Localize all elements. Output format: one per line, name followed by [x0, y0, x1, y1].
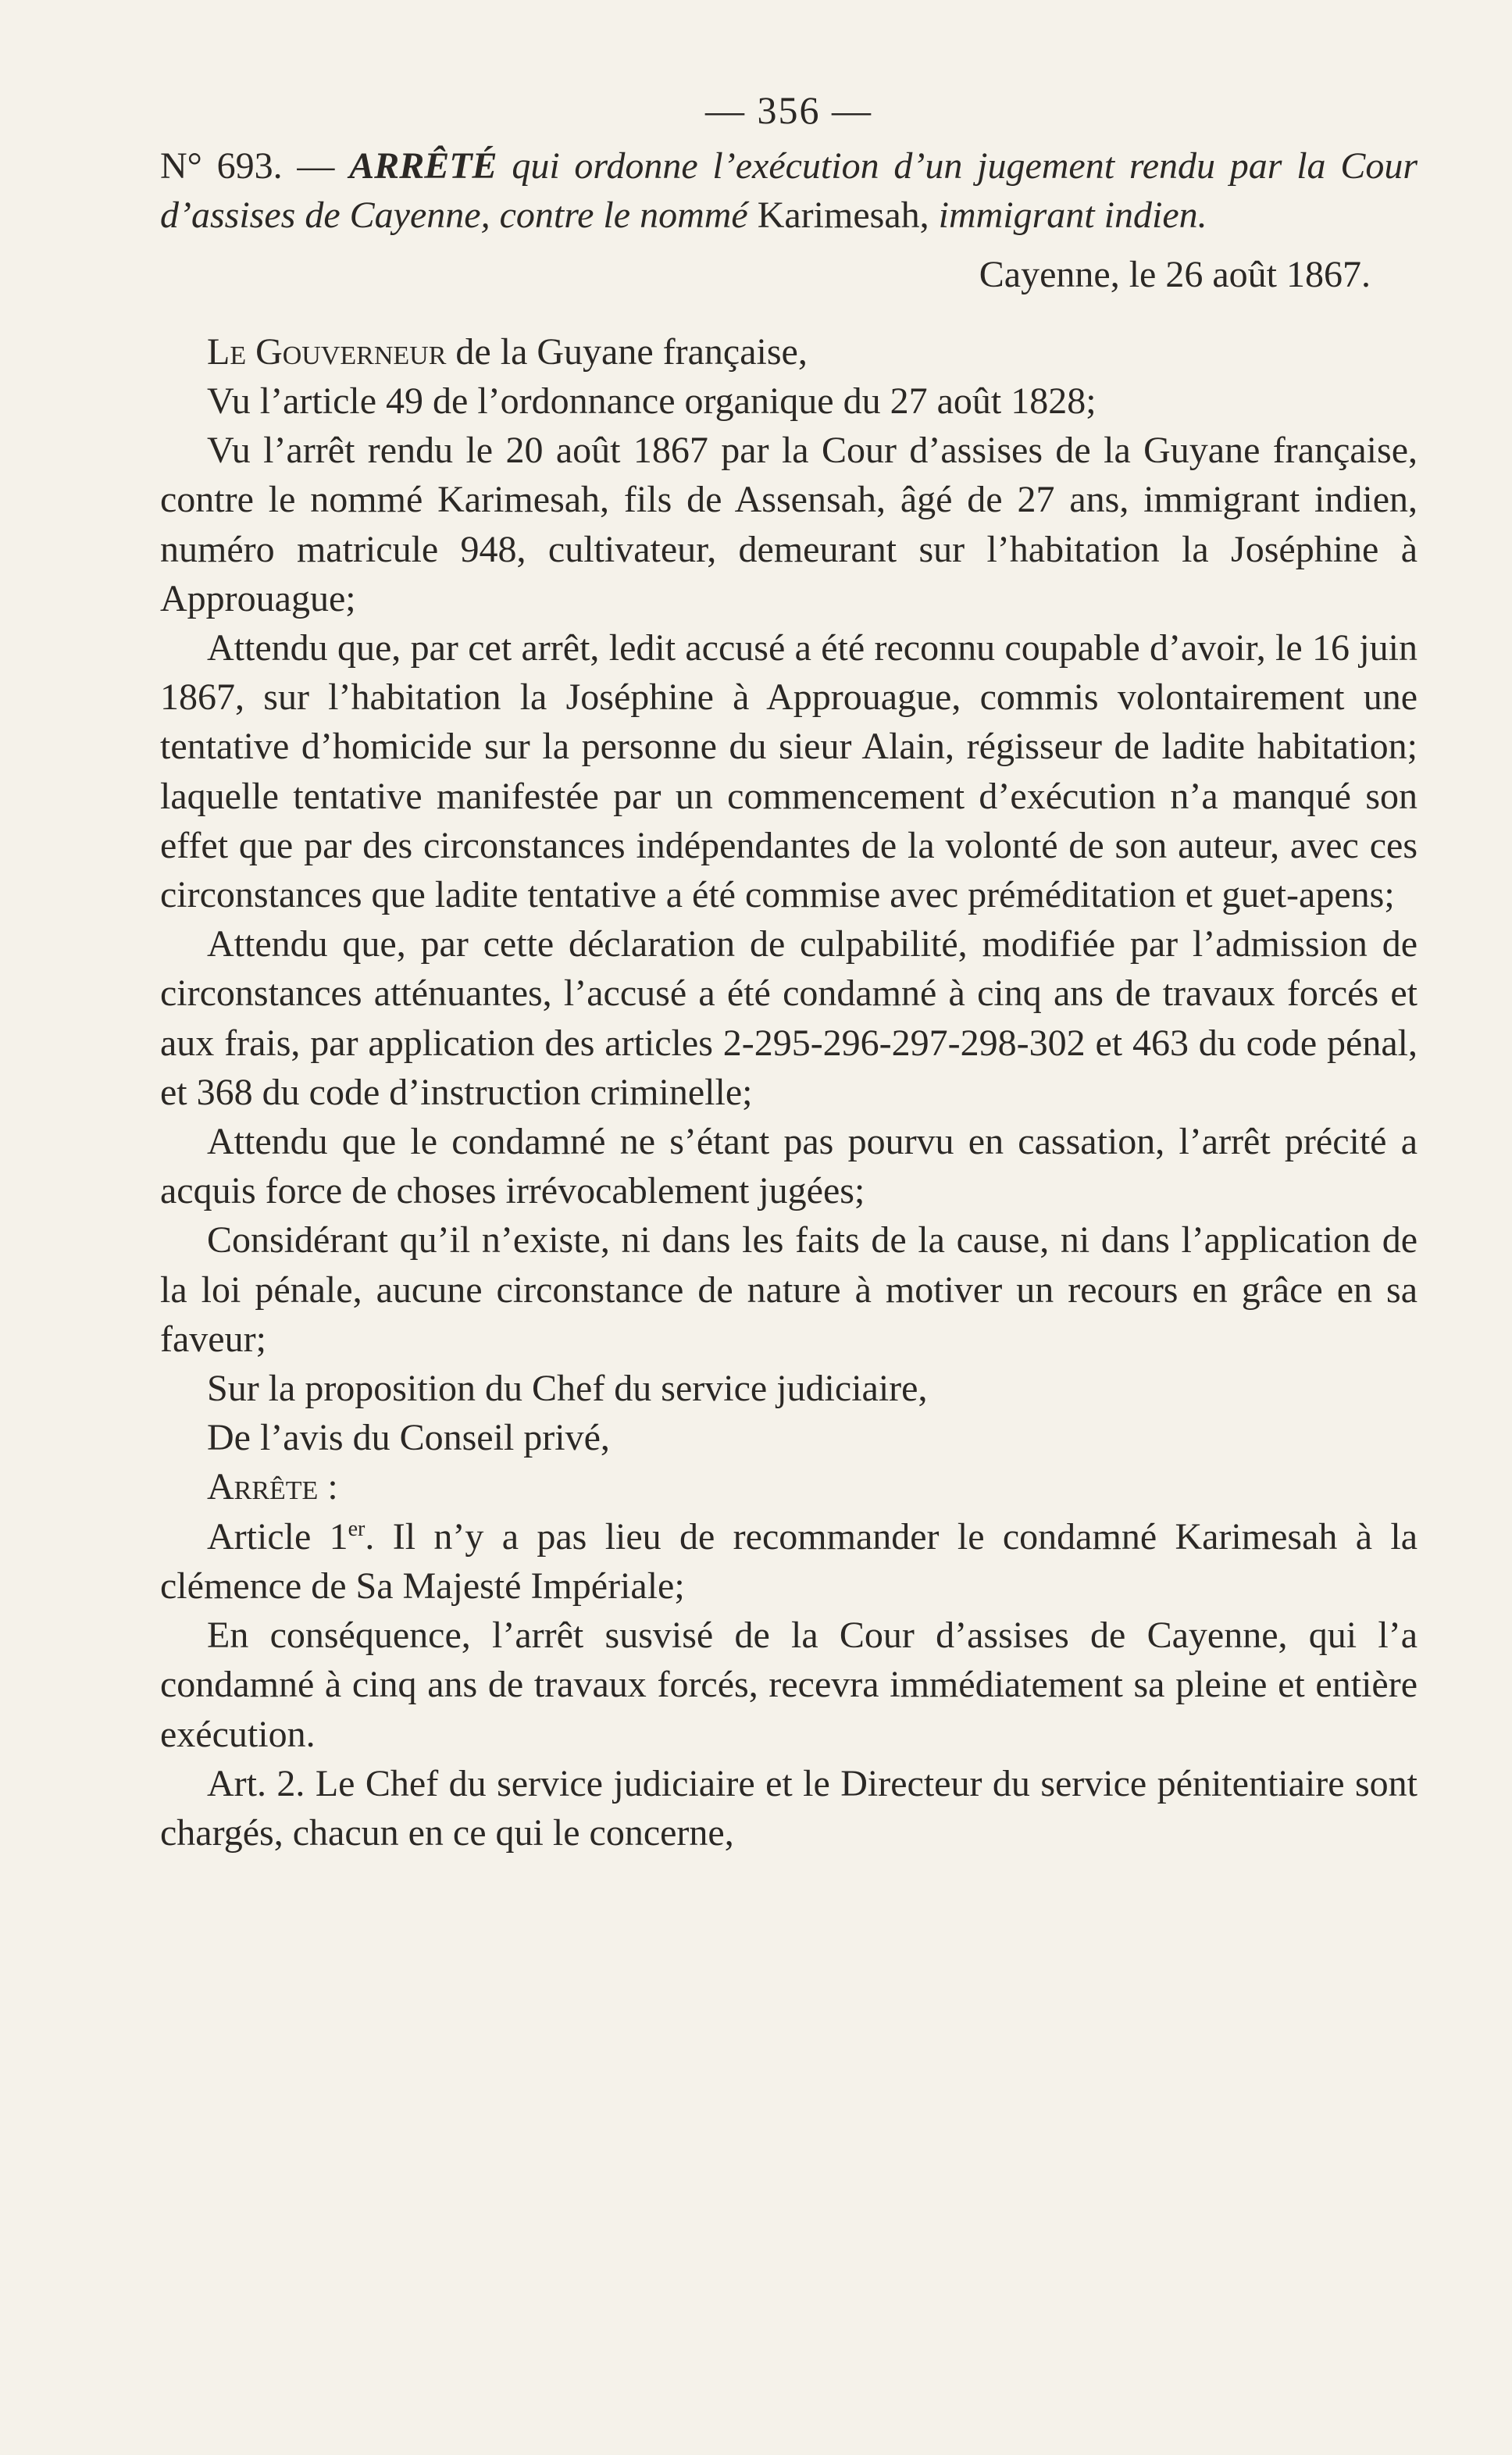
article-1-text: . Il n’y a pas lieu de recommander le condamné Karimesah à la clémence de Sa Majesté Impériale; [160, 1515, 1418, 1607]
article-2: Art. 2. Le Chef du service judiciaire et le Directeur du service pénitentiaire sont chargés, chacun en ce qui le concerne, [160, 1762, 1418, 1854]
act-title-part1: qui ordonne l’exécution d’un jugement rendu par la Cour d’assises de Cayenne, contre le nommé [160, 145, 1418, 237]
paragraph: Attendu que le condamné ne s’étant pas pourvu en cassation, l’arrêt précité a acquis force de choses irrévocablement jugées; [160, 1121, 1418, 1212]
text-column [160, 86, 1418, 1857]
act-type: ARRÊTÉ [349, 145, 497, 187]
paragraph: Attendu que, par cette déclaration de culpabilité, modifiée par l’admission de circonstances atténuantes, l’accusé a été condamné à cinq ans de travaux forcés et aux frais, par application des articles 2-295-296-297-298-302 et 463 du code pénal, et 368 du code d’instruction criminelle; [160, 923, 1418, 1113]
act-heading [160, 141, 1418, 240]
date-line: Cayenne, le 26 août 1867. [979, 253, 1371, 295]
paragraph: De l’avis du Conseil privé, [207, 1417, 610, 1459]
paragraph: Vu l’article 49 de l’ordonnance organique du 27 août 1828; [207, 380, 1097, 423]
consequence-paragraph: En conséquence, l’arrêt susvisé de la Cour d’assises de Cayenne, qui l’a condamné à cinq ans de travaux forcés, recevra immédiatement sa pleine et entière exécution. [160, 1615, 1418, 1755]
article-1-label: Article 1 [207, 1515, 348, 1558]
preamble-rest: de la Guyane française, [446, 330, 808, 373]
preamble-author: Le Gouverneur [207, 330, 447, 373]
article-1-sup: er [348, 1516, 366, 1541]
paragraph: Vu l’arrêt rendu le 20 août 1867 par la Cour d’assises de la Guyane française, contre le nommé Karimesah, fils de Assensah, âgé de 27 ans, immigrant indien, numéro matricule 948, cultivateur, demeurant sur l’habitation la Joséphine à Approuague; [160, 430, 1418, 619]
act-person-name: Karimesah, [757, 194, 929, 237]
article-1 [160, 1512, 1418, 1611]
act-title-part2: immigrant indien. [938, 194, 1207, 237]
page-number: — 356 — [705, 88, 872, 132]
paragraph: Considérant qu’il n’existe, ni dans les faits de la cause, ni dans l’application de la loi pénale, aucune circonstance de nature à motiver un recours en grâce en sa faveur; [160, 1219, 1418, 1360]
paragraph: Attendu que, par cet arrêt, ledit accusé a été reconnu coupable d’avoir, le 16 juin 1867, sur l’habitation la Joséphine à Approuague, commis volontairement une tentative d’homicide sur la personne du sieur Alain, régisseur de ladite habitation; laquelle tentative manifestée par un commencement d’exécution n’a manqué son effet que par des circonstances indépendantes de la volonté de son auteur, avec ces circonstances que ladite tentative a été commise avec préméditation et guet-apens; [160, 627, 1418, 916]
arrete-label: Arrête : [207, 1466, 338, 1508]
act-number: N° 693. — [160, 145, 335, 187]
preamble [160, 327, 1418, 376]
paragraph: Sur la proposition du Chef du service judiciaire, [207, 1368, 928, 1410]
